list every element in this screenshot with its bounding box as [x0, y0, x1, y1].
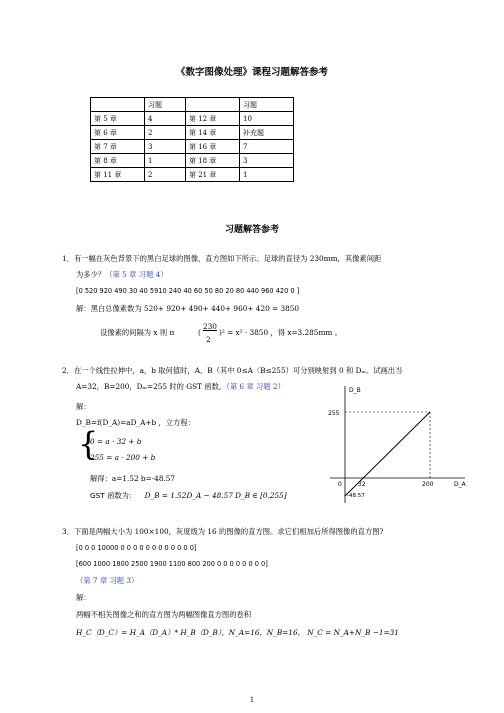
table-cell — [91, 98, 145, 112]
table-cell: 3 — [145, 140, 186, 154]
table-cell: 第 7 章 — [91, 140, 145, 154]
q1-solution: 解：黑白总像素数为 520+ 920+ 490+ 440+ 960+ 420 = 3850 — [76, 304, 300, 313]
q1-eq-numerator: 230 — [203, 322, 217, 331]
table-cell: 4 — [145, 112, 186, 126]
table-header-row — [91, 98, 294, 112]
q3-solution: 解： — [76, 593, 91, 602]
table-cell: 补充题 — [240, 126, 294, 140]
q3-reference: （第 7 章 习题 3） — [76, 576, 139, 585]
gst-x-tick-200: 200 — [422, 481, 434, 488]
q2-result: 解得：a=1.52 b=-48.57 — [90, 474, 176, 483]
q1-text-line1: 1．有一幅在灰色背景下的黑白足球的图像，直方图如下所示。足球的直径为 230mm，其像素间距 — [62, 254, 382, 263]
gst-graph — [320, 378, 470, 508]
q2-system-eq2: 255 = a · 200 + b — [90, 453, 156, 462]
q2-equation: D_B=f(D_A)=aD_A+b ，立方程： — [76, 418, 195, 427]
table-cell: 习题 — [145, 98, 186, 112]
q2-gst-label: GST 函数为： — [90, 491, 137, 500]
page-number: 1 — [249, 696, 255, 704]
table-cell: 第 21 章 — [186, 168, 240, 182]
gst-y-tick: 255 — [328, 410, 340, 417]
table-cell: 第 14 章 — [186, 126, 240, 140]
q2-solution: 解： — [76, 402, 91, 411]
exercise-table — [90, 97, 294, 182]
table-cell: 第 18 章 — [186, 154, 240, 168]
table-row — [91, 154, 294, 168]
gst-y-neg: -48.57 — [347, 493, 365, 499]
q2-reference: （第 6 章 习题 2） — [226, 382, 285, 391]
q2-text-line1: 2．在一个线性拉伸中，a，b 取何值时，A、B（其中 0≤A〈B≤255）可分别映射到 0 和 Dₘ。试画出当 — [62, 366, 403, 375]
section-title: 习题解答参考 — [224, 225, 279, 235]
table-cell: 3 — [240, 154, 294, 168]
table-cell: 第 8 章 — [91, 154, 145, 168]
q1-histogram: [0 520 920 490 30 40 5910 240 40 60 50 80 20 80 440 960 420 0 ] — [76, 287, 300, 295]
q1-eq-denominator: 2 — [206, 335, 211, 344]
table-cell: 第 6 章 — [91, 126, 145, 140]
table-cell: 第 11 章 — [91, 168, 145, 182]
table-row — [91, 126, 294, 140]
table-row — [91, 112, 294, 126]
q3-histogram-b: [600 1000 1800 2500 1900 1100 800 200 0 0 0 0 0 0 0 0] — [76, 560, 268, 568]
q3-description: 两幅不相关图像之和的直方图为两幅图像直方图的卷积 — [76, 610, 252, 619]
q3-formula: H_C（D_C）= H_A（D_A）* H_B（D_B），N_A=16，N_B=16， N_C = N_A+N_B −1=31 — [76, 628, 399, 637]
table-cell: 7 — [240, 140, 294, 154]
q2-brace: { — [78, 425, 99, 463]
q1-question: 为多少？ — [76, 270, 106, 279]
table-cell: 1 — [240, 168, 294, 182]
table-cell: 第 12 章 — [186, 112, 240, 126]
table-cell: 习题 — [240, 98, 294, 112]
gst-origin: 0 — [338, 481, 342, 488]
table-cell: 1 — [145, 154, 186, 168]
gst-x-tick-32: 32 — [358, 481, 366, 488]
q1-reference: （第 5 章 习题 4） — [105, 270, 168, 279]
q1-eq-paren: ( — [198, 328, 201, 337]
table-cell — [186, 98, 240, 112]
gst-x-label: D_A — [454, 481, 466, 488]
q2-gst — [90, 491, 287, 501]
gst-y-label: D_B — [349, 387, 361, 394]
table-cell: 第 5 章 — [91, 112, 145, 126]
q2-gst-formula: D_B = 1.52D_A − 48.57 D_B ∈ [0,255] — [144, 491, 287, 500]
q1-eq-prefix: 设像素的间隔为 x 则 π — [100, 328, 175, 337]
q3-histogram-a: [0 0 0 10000 0 0 0 0 0 0 0 0 0 0 0 0] — [76, 544, 197, 552]
table-cell: 2 — [145, 126, 186, 140]
q2-question: A=32，B=200，Dₘ=255 时的 GST 函数。 — [76, 382, 227, 391]
q1-eq-rest: )² = x² · 3850 ，得 x=3.285mm 。 — [219, 328, 342, 337]
q2-system-eq1: 0 = a · 32 + b — [90, 437, 142, 446]
table-cell: 2 — [145, 168, 186, 182]
table-row — [91, 140, 294, 154]
q3-text-line1: 3．下面是两幅大小为 100×100，灰度级为 16 的图像的直方图。求它们相加后所得图像的直方图? — [62, 527, 384, 536]
q2-text-line2 — [76, 382, 285, 392]
table-row — [91, 168, 294, 182]
document-title: 《数字图像处理》课程习题解答参考 — [175, 67, 328, 78]
table-cell: 第 16 章 — [186, 140, 240, 154]
q1-text-line2 — [76, 270, 168, 280]
table-cell: 10 — [240, 112, 294, 126]
